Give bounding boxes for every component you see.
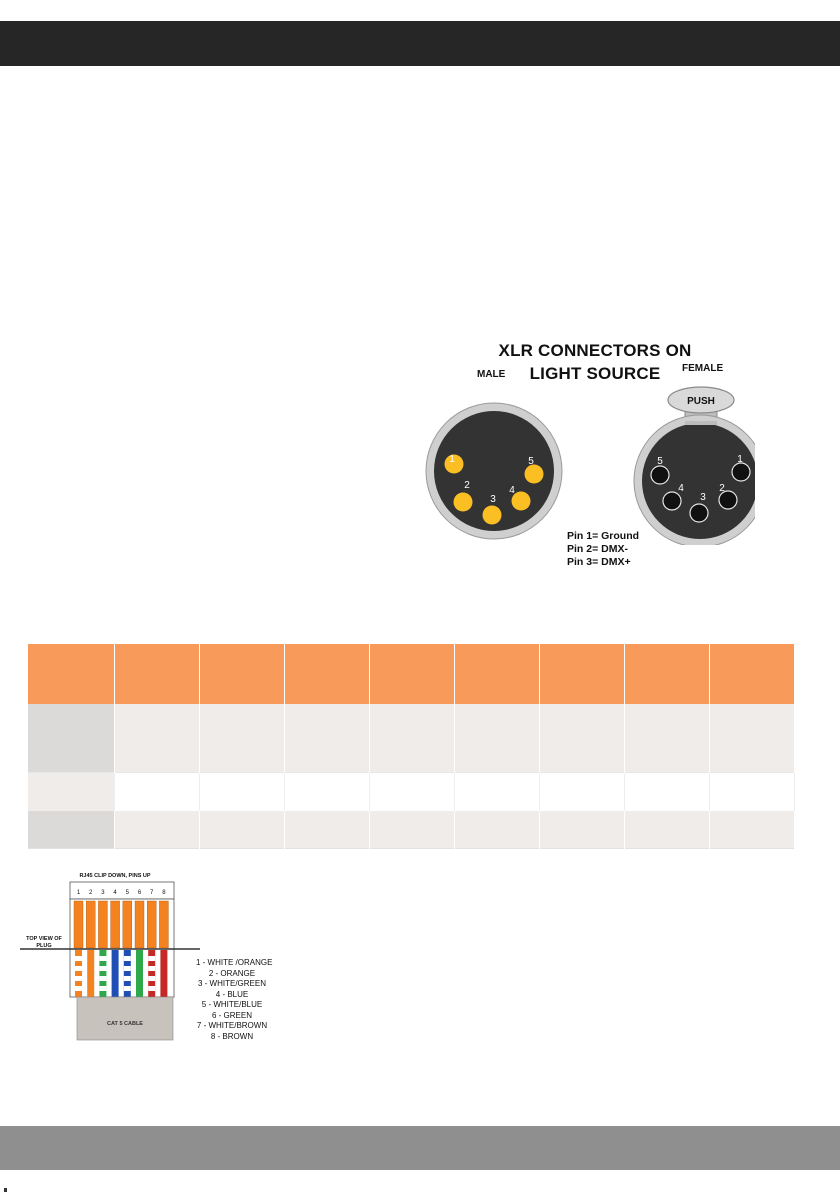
pin-legend-dmx-plus: Pin 3= DMX+ bbox=[567, 556, 631, 568]
rj45-pin-number: 5 bbox=[125, 890, 129, 896]
table-cell bbox=[114, 704, 199, 773]
wire-entry-8: 8 - BROWN bbox=[210, 1031, 254, 1041]
rj45-wire-stripe bbox=[148, 966, 155, 971]
rj45-contact-blade bbox=[111, 901, 120, 948]
table-cell bbox=[114, 811, 199, 849]
rj45-contact-blade bbox=[147, 901, 156, 948]
table-header-cell bbox=[284, 644, 369, 704]
table-header-cell bbox=[28, 644, 114, 704]
rj45-wire-stripe bbox=[124, 956, 131, 961]
table-cell bbox=[28, 773, 114, 812]
header-bar bbox=[0, 21, 840, 66]
male-pin-2 bbox=[454, 493, 473, 512]
table-header-cell bbox=[454, 644, 539, 704]
rj45-contact-blade bbox=[86, 901, 95, 948]
table-cell bbox=[369, 704, 454, 773]
rj45-wire-stripe bbox=[75, 976, 82, 981]
rj45-wire bbox=[87, 950, 94, 997]
xlr-female-connector bbox=[634, 387, 755, 545]
female-pin-5 bbox=[651, 466, 669, 484]
table-header-cell bbox=[199, 644, 284, 704]
female-pin-3 bbox=[690, 504, 708, 522]
top-view-label bbox=[22, 936, 66, 949]
wire-entry-1: 1 - WHITE /ORANGE bbox=[196, 958, 273, 967]
female-pin-1 bbox=[732, 463, 750, 481]
table-row bbox=[28, 773, 794, 812]
rj45-contact-blade bbox=[159, 901, 168, 948]
table-cell bbox=[114, 773, 199, 812]
female-pin-label-5: 5 bbox=[657, 456, 663, 467]
table-cell bbox=[454, 811, 539, 849]
xlr-connectors-diagram bbox=[415, 385, 755, 545]
rj45-contact-blade bbox=[74, 901, 83, 948]
rj45-plug-diagram bbox=[20, 868, 200, 1043]
wire-entry-6: 6 - GREEN bbox=[211, 1010, 252, 1020]
wire-entry-2: 2 - ORANGE bbox=[208, 968, 256, 978]
rj45-wire-stripe bbox=[99, 976, 106, 981]
footer-bar bbox=[0, 1126, 840, 1170]
xlr-title-line2: LIGHT SOURCE bbox=[529, 364, 661, 383]
rj45-pin-number: 7 bbox=[150, 890, 154, 896]
rj45-wire-stripe bbox=[148, 956, 155, 961]
pin-legend-ground: Pin 1= Ground bbox=[567, 530, 640, 542]
rj45-pin-number: 1 bbox=[76, 890, 81, 896]
table-cell bbox=[539, 811, 624, 849]
table-cell bbox=[709, 811, 794, 849]
table-header-cell bbox=[624, 644, 709, 704]
rj45-pin-number: 8 bbox=[162, 890, 166, 896]
rj45-wire bbox=[136, 950, 143, 997]
rj45-pin-number: 3 bbox=[101, 890, 105, 896]
female-pin-label-4: 4 bbox=[678, 483, 684, 494]
male-pin-5 bbox=[525, 465, 544, 484]
male-pin-label-4: 4 bbox=[509, 485, 515, 496]
table-header-row bbox=[28, 644, 794, 704]
table-cell bbox=[624, 811, 709, 849]
pin-table bbox=[28, 644, 795, 849]
rj45-wire-stripe bbox=[99, 966, 106, 971]
female-pin-label-3: 3 bbox=[700, 492, 706, 503]
rj45-contact-blade bbox=[123, 901, 132, 948]
female-pin-label-1: 1 bbox=[737, 454, 743, 465]
table-cell bbox=[28, 811, 114, 849]
rj45-wire-stripe bbox=[124, 976, 131, 981]
male-label: MALE bbox=[477, 369, 506, 380]
xlr-title-line1: XLR CONNECTORS ON bbox=[498, 341, 692, 360]
pin-legend bbox=[567, 530, 639, 569]
rj45-wire-stripe bbox=[75, 966, 82, 971]
table-header-cell bbox=[114, 644, 199, 704]
rj45-wire-stripe bbox=[124, 966, 131, 971]
table-cell bbox=[709, 773, 794, 812]
table-row bbox=[28, 704, 794, 773]
rj45-wire-stripe bbox=[75, 956, 82, 961]
male-pin-label-3: 3 bbox=[490, 494, 496, 505]
male-pin-3 bbox=[483, 506, 502, 525]
rj45-pin-number: 4 bbox=[113, 890, 117, 896]
table-cell bbox=[28, 704, 114, 773]
wire-color-list bbox=[196, 958, 273, 1042]
rj45-contact-blade bbox=[98, 901, 107, 948]
pin-legend-dmx-minus: Pin 2= DMX- bbox=[567, 543, 628, 555]
table-cell bbox=[369, 811, 454, 849]
wire-entry-4: 4 - BLUE bbox=[215, 989, 249, 999]
female-pin-4 bbox=[663, 492, 681, 510]
table-cell bbox=[624, 704, 709, 773]
male-pin-label-2: 2 bbox=[464, 480, 470, 491]
table-cell bbox=[199, 704, 284, 773]
wire-entry-3: 3 - WHITE/GREEN bbox=[197, 979, 266, 988]
table-cell bbox=[284, 811, 369, 849]
corner-mark bbox=[4, 1188, 7, 1192]
rj45-wire-stripe bbox=[99, 956, 106, 961]
rj45-wire-stripe bbox=[75, 986, 82, 991]
table-header-cell bbox=[539, 644, 624, 704]
table-cell bbox=[284, 773, 369, 812]
male-pin-label-5: 5 bbox=[528, 456, 534, 467]
rj45-wire bbox=[112, 950, 119, 997]
rj45-header: RJ45 CLIP DOWN, PINS UP bbox=[79, 873, 151, 879]
table-cell bbox=[454, 773, 539, 812]
table-cell bbox=[539, 773, 624, 812]
top-view-label-line1: TOP VIEW OF bbox=[26, 936, 62, 942]
female-label: FEMALE bbox=[682, 363, 724, 374]
table-cell bbox=[454, 704, 539, 773]
table-cell bbox=[539, 704, 624, 773]
table-cell bbox=[624, 773, 709, 812]
rj45-wire-stripe bbox=[124, 986, 131, 991]
rj45-wire-stripe bbox=[148, 976, 155, 981]
table-cell bbox=[369, 773, 454, 812]
rj45-contact-blade bbox=[135, 901, 144, 948]
rj45-wire-stripe bbox=[99, 986, 106, 991]
top-view-label-line2: PLUG bbox=[36, 942, 52, 949]
female-pin-label-2: 2 bbox=[719, 483, 725, 494]
rj45-wire-stripe bbox=[148, 986, 155, 991]
push-label: PUSH bbox=[687, 396, 715, 407]
rj45-wire bbox=[160, 950, 167, 997]
rj45-pin-number: 2 bbox=[89, 890, 93, 896]
table-row bbox=[28, 811, 794, 849]
table-cell bbox=[199, 811, 284, 849]
xlr-male-connector bbox=[426, 403, 562, 539]
male-pin-label-1: 1 bbox=[449, 454, 455, 465]
table-header-cell bbox=[709, 644, 794, 704]
cable-label: CAT 5 CABLE bbox=[107, 1021, 143, 1027]
wire-entry-5: 5 - WHITE/BLUE bbox=[201, 1000, 263, 1009]
table-cell bbox=[709, 704, 794, 773]
table-header-cell bbox=[369, 644, 454, 704]
table-cell bbox=[199, 773, 284, 812]
wire-entry-7: 7 - WHITE/BROWN bbox=[196, 1021, 268, 1030]
table-cell bbox=[284, 704, 369, 773]
rj45-pin-number: 6 bbox=[137, 890, 142, 896]
